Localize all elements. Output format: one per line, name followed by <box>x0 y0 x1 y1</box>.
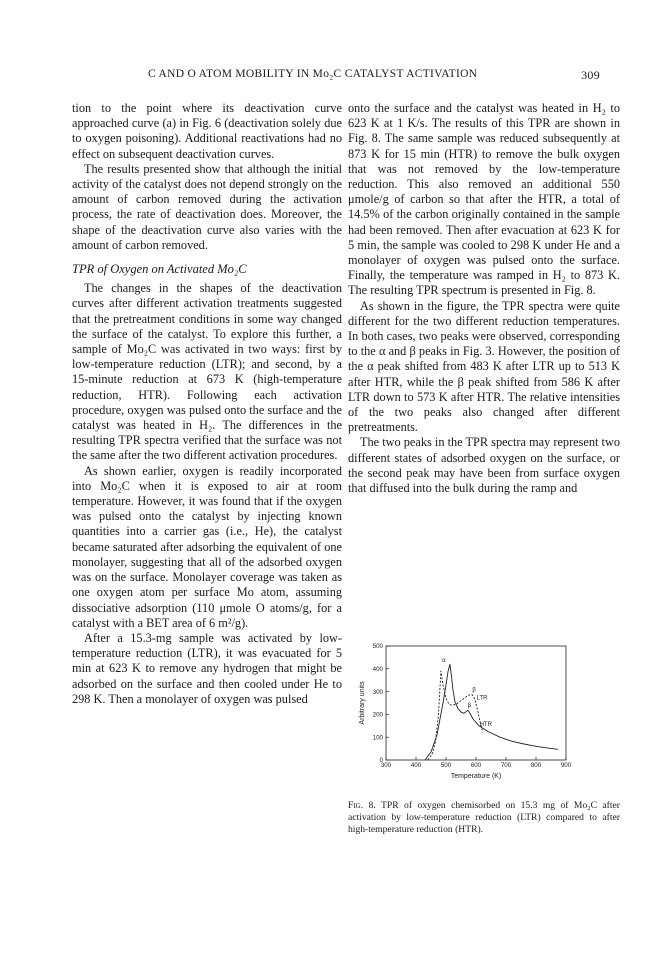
paragraph: The changes in the shapes of the deactivation curves after different activation treatments suggested that the pretreatment conditions in some way changed the surface of the catalyst. To explore this further, a sample of Mo₂C was activated in two ways: first by low-temperature reduction (LTR); and second, by a 15-minute reduction at 673 K (high-temperature reduction, HTR). Following each activation procedure, oxygen was pulsed onto the surface and the catalyst was heated in H₂. The differences in the resulting TPR spectra verified that the surface was not the same after the two different activation procedures. <box>72 281 342 463</box>
x-tick-label: 400 <box>410 762 422 769</box>
y-tick-label: 400 <box>372 666 383 673</box>
section-heading: TPR of Oxygen on Activated Mo₂C <box>72 262 247 277</box>
right-column <box>348 101 620 496</box>
series-line-htr <box>425 664 558 760</box>
figure-caption <box>348 800 620 836</box>
paragraph: The two peaks in the TPR spectra may represent two different states of adsorbed oxygen on the surface, or the second peak may have been from surface oxygen that diffused into the bulk during the ramp and <box>348 435 620 496</box>
x-tick-label: 900 <box>560 762 572 769</box>
paragraph: onto the surface and the catalyst was heated in H₂ to 623 K at 1 K/s. The results of this TPR are shown in Fig. 8. The same sample was reduced subsequently at 873 K for 15 min (HTR) to remove the bulk oxygen that was not removed by the low-temperature reduction. This also removed an additional 550 μmole/g of carbon so that after the HTR, a total of 14.5% of the carbon originally contained in the sample had been removed. Then after evacuation at 623 K for 5 min, the sample was cooled to 298 K under He and a monolayer of oxygen was pulsed onto the surface. Finally, the temperature was ramped in H₂ to 873 K. The resulting TPR spectrum is presented in Fig. 8. <box>348 101 620 298</box>
chart-annotation: β <box>472 687 476 694</box>
y-tick-label: 0 <box>379 757 383 765</box>
chart-annotation: α <box>442 657 446 664</box>
caption-label: Fig. 8. <box>348 800 376 811</box>
x-axis-label: Temperature (K) <box>450 773 502 780</box>
running-header <box>72 68 600 86</box>
chart-series <box>425 664 558 760</box>
running-title: C AND O ATOM MOBILITY IN Mo₂C CATALYST ACTIVATION <box>148 68 478 80</box>
chart-annotation: HTR <box>479 721 492 728</box>
chart-axes <box>359 643 572 780</box>
chart-annotations <box>442 658 492 728</box>
y-tick-label: 500 <box>372 643 383 651</box>
chart-annotation: LTR <box>476 695 488 702</box>
x-tick-label: 700 <box>500 762 512 769</box>
paragraph: tion to the point where its deactivation curve approached curve (a) in Fig. 6 (deactivation solely due to oxygen poisoning). Additional reactivations had no effect on subsequent deactivation curves. <box>72 101 342 161</box>
paragraph: After a 15.3-mg sample was activated by low-temperature reduction (LTR), it was evacuated for 5 min at 623 K to remove any hydrogen that might be adsorbed on the surface and then cooled under He to 298 K. Then a monolayer of oxygen was pulsed <box>72 630 342 706</box>
tpr-chart <box>348 640 620 780</box>
y-tick-label: 300 <box>372 688 383 696</box>
caption-text: TPR of oxygen chemisorbed on 15.3 mg of Mo₂C after activation by low-temperature reduction (LTR) compared to after high-temperature reduction (HTR). <box>348 800 620 835</box>
x-tick-label: 600 <box>470 762 482 769</box>
x-tick-label: 300 <box>380 762 392 769</box>
y-axis-label: Arbitrary units <box>359 681 366 725</box>
paragraph: The results presented show that although the initial activity of the catalyst does not depend strongly on the amount of carbon removed during the activation process, the rate of deactivation does. Moreover, the shape of the deactivation curve also varies with the amount of carbon removed. <box>72 161 342 252</box>
paragraph: As shown in the figure, the TPR spectra were quite different for the two different reduction temperatures. In both cases, two peaks were observed, corresponding to the α and β peaks in Fig. 3. However, the position of the α peak shifted from 483 K after LTR up to 513 K after HTR, while the β peak shifted from 586 K after LTR down to 573 K after HTR. The relative intensities of the two peaks also changed after different pretreatments. <box>348 298 620 435</box>
y-tick-label: 100 <box>372 734 383 742</box>
series-line-ltr <box>428 671 483 760</box>
figure-8 <box>348 640 620 780</box>
plot-frame <box>386 646 566 760</box>
x-tick-label: 800 <box>530 762 542 769</box>
left-column <box>72 101 342 707</box>
x-tick-label: 500 <box>440 762 452 769</box>
y-tick-label: 200 <box>372 711 383 719</box>
chart-annotation: β <box>467 703 472 710</box>
paragraph: As shown earlier, oxygen is readily incorporated into Mo₂C when it is exposed to air at room temperature. However, it was found that if the oxygen was pulsed onto the catalyst by injecting known quantities into a carrier gas (i.e., He), the catalyst became saturated after adsorbing the equivalent of one monolayer, suggesting that all of the adsorbed oxygen was on the surface. Monolayer coverage was taken as one oxygen atom per surface Mo atom, assuming dissociative adsorption (110 μmole O atoms/g, for a catalyst with a BET area of 6 m²/g). <box>72 463 342 630</box>
page-number: 309 <box>581 68 600 82</box>
